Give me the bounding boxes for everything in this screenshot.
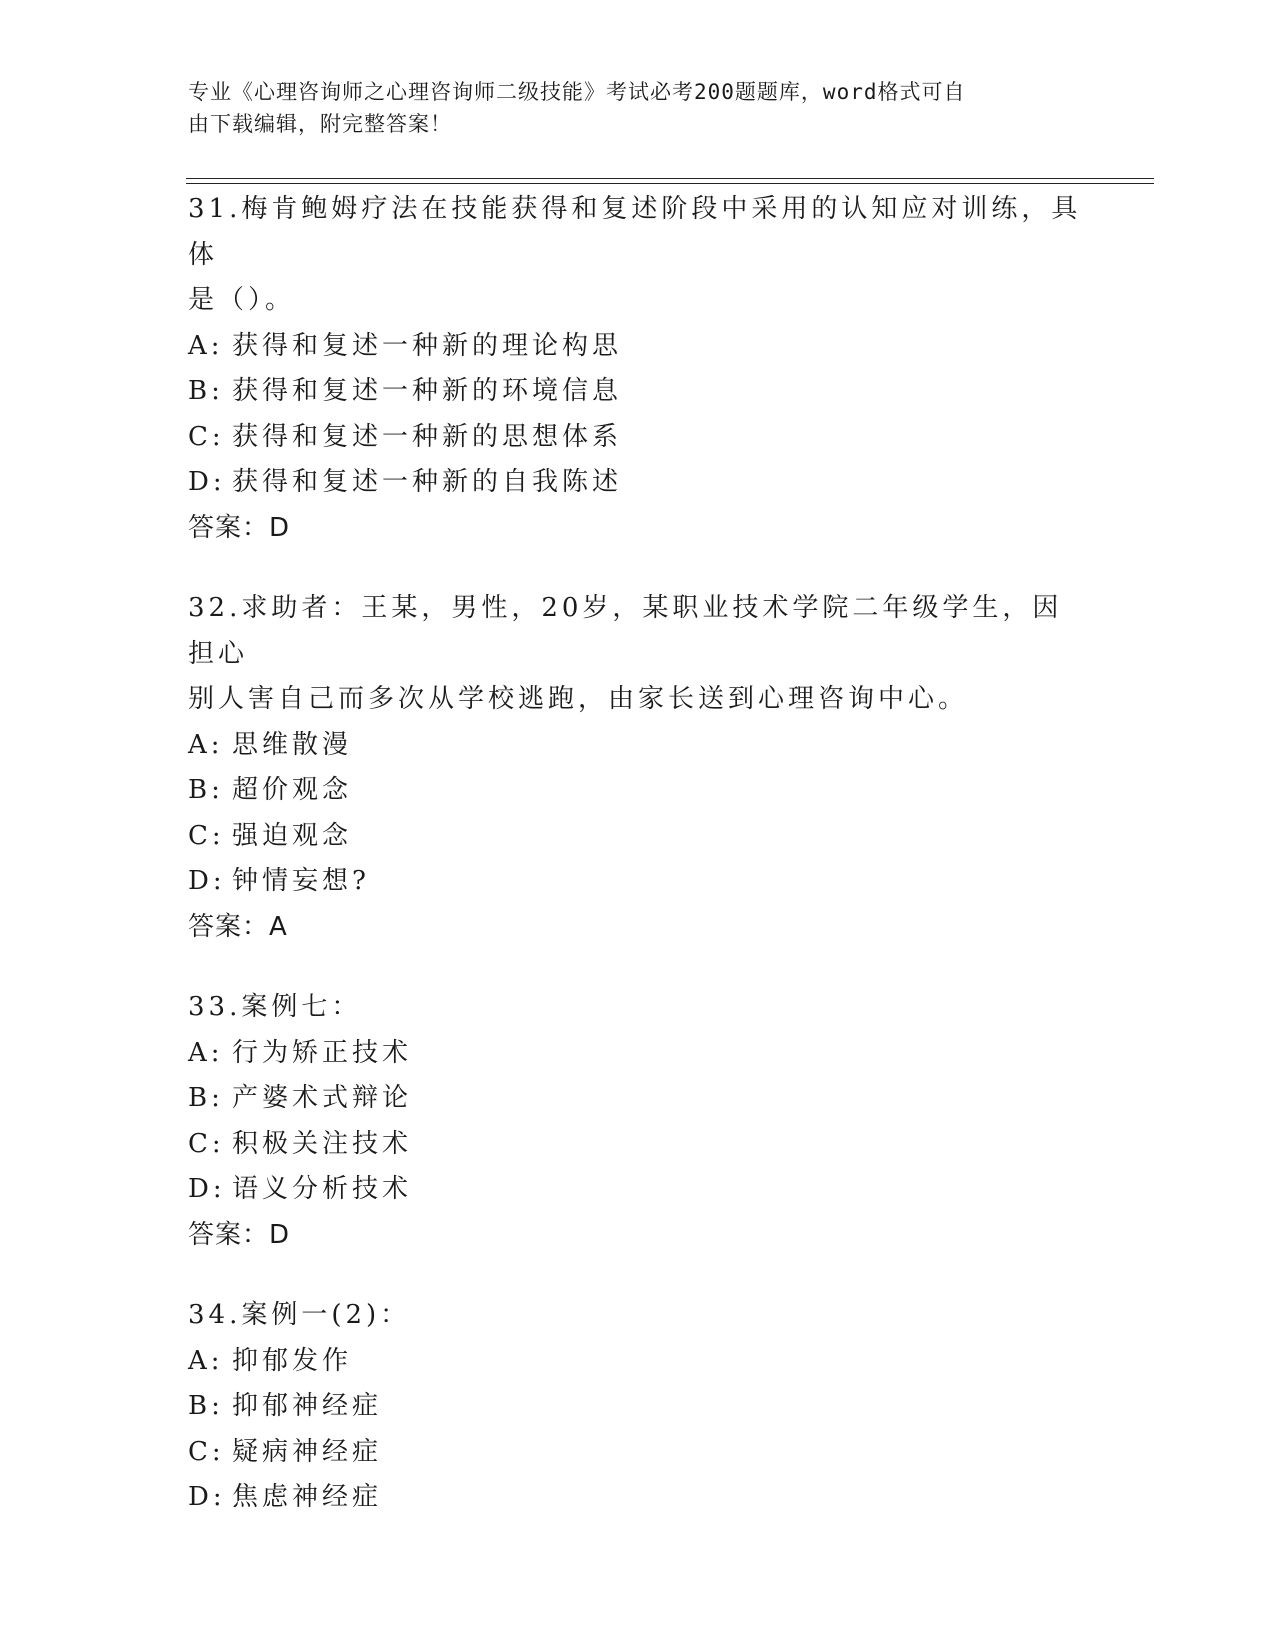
- option-text: 语义分析技术: [232, 1174, 413, 1204]
- option-b: [188, 369, 1088, 415]
- option-text: 思维散漫: [232, 729, 353, 760]
- option-letter: B:: [188, 376, 224, 406]
- option-c: [188, 415, 1088, 461]
- option-letter: A:: [188, 729, 224, 760]
- option-letter: A:: [188, 1037, 224, 1068]
- header-divider-bottom: [186, 183, 1154, 184]
- option-text: 获得和复述一种新的理论构思: [232, 330, 623, 361]
- question-stem: [188, 985, 1088, 1031]
- header-line-2: 由下载编辑，附完整答案！: [188, 112, 452, 136]
- question-stem-line: 33.案例七：: [188, 992, 362, 1022]
- question-31: [188, 187, 1088, 551]
- question-stem-line: 34.案例一(2)：: [188, 1300, 411, 1330]
- option-text: 获得和复述一种新的思想体系: [232, 421, 623, 452]
- option-c: [188, 1122, 1088, 1168]
- option-letter: D:: [188, 1482, 226, 1512]
- option-letter: B:: [188, 775, 224, 805]
- option-text: 产婆术式辩论: [232, 1083, 413, 1113]
- option-b: [188, 1384, 1088, 1430]
- option-letter: D:: [188, 1174, 226, 1204]
- question-stem: [188, 187, 1088, 324]
- option-text: 抑郁发作: [232, 1345, 353, 1376]
- option-letter: C:: [188, 1128, 225, 1159]
- option-letter: A:: [188, 330, 224, 361]
- question-stem-line: 32.求助者：王某，男性，20岁，某职业技术学院二年级学生，因担心: [188, 593, 1063, 669]
- option-text: 钟情妄想?: [232, 866, 370, 896]
- option-d: [188, 1167, 1088, 1213]
- option-letter: C:: [188, 820, 225, 851]
- option-a: [188, 324, 1088, 370]
- question-stem-line: 别人害自己而多次从学校逃跑，由家长送到心理咨询中心。: [188, 684, 969, 714]
- option-letter: B:: [188, 1391, 224, 1421]
- option-letter: D:: [188, 467, 226, 497]
- question-stem-line: 31.梅肯鲍姆疗法在技能获得和复述阶段中采用的认知应对训练，具体: [188, 194, 1082, 270]
- option-c: [188, 1430, 1088, 1476]
- question-33: [188, 985, 1088, 1258]
- document-header: [188, 76, 1068, 140]
- option-a: [188, 1339, 1088, 1385]
- question-stem: [188, 1293, 1088, 1339]
- question-34: [188, 1293, 1088, 1521]
- question-32: [188, 586, 1088, 950]
- option-letter: C:: [188, 1436, 225, 1467]
- option-text: 获得和复述一种新的环境信息: [232, 376, 623, 406]
- question-list: [188, 187, 1088, 1556]
- option-text: 行为矫正技术: [232, 1037, 413, 1068]
- option-letter: A:: [188, 1345, 224, 1376]
- option-a: [188, 723, 1088, 769]
- answer-line: 答案：D: [188, 512, 291, 543]
- option-text: 超价观念: [232, 775, 353, 805]
- option-letter: C:: [188, 421, 225, 452]
- question-stem-line: 是（）。: [188, 285, 296, 315]
- answer-line: 答案：D: [188, 1219, 291, 1250]
- option-text: 抑郁神经症: [232, 1391, 383, 1421]
- option-text: 强迫观念: [232, 820, 353, 851]
- question-stem: [188, 586, 1088, 723]
- option-d: [188, 859, 1088, 905]
- option-letter: B:: [188, 1083, 224, 1113]
- option-d: [188, 1475, 1088, 1521]
- option-c: [188, 814, 1088, 860]
- header-line-1: 专业《心理咨询师之心理咨询师二级技能》考试必考200题题库，word格式可自: [188, 80, 966, 104]
- answer-line: 答案：A: [188, 911, 288, 942]
- option-text: 获得和复述一种新的自我陈述: [232, 467, 623, 497]
- option-letter: D:: [188, 866, 226, 896]
- option-text: 积极关注技术: [232, 1128, 413, 1159]
- option-text: 疑病神经症: [232, 1436, 383, 1467]
- header-divider-top: [186, 178, 1154, 179]
- option-d: [188, 460, 1088, 506]
- option-b: [188, 1076, 1088, 1122]
- option-a: [188, 1031, 1088, 1077]
- option-text: 焦虑神经症: [232, 1482, 383, 1512]
- option-b: [188, 768, 1088, 814]
